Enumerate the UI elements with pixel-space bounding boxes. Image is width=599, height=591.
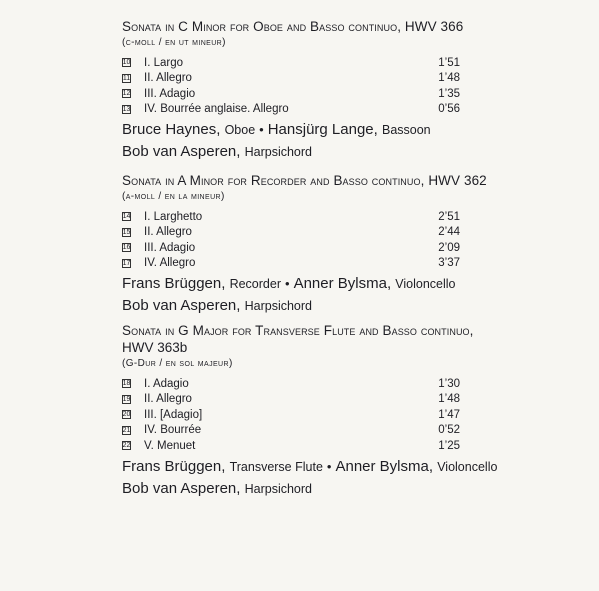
track-number: 14 (122, 213, 131, 221)
performers (122, 456, 584, 500)
track-number: 19 (122, 395, 131, 403)
performer-line: Bruce Haynes, Oboe • Hansjürg Lange, Bassoon (122, 121, 431, 138)
performer-instrument: Harpsichord (244, 145, 312, 159)
performer-line: Frans Brüggen, Recorder • Anner Bylsma, Violoncello (122, 275, 456, 292)
track-duration: 1’48 (438, 72, 460, 85)
performer-name: Anner Bylsma (335, 457, 429, 475)
track-name: II. Allegro (144, 72, 192, 85)
track-duration: 1’47 (438, 408, 460, 421)
track-duration: 1’48 (438, 393, 460, 406)
track-name: I. Adagio (144, 377, 189, 390)
performer-instrument: Transverse Flute (229, 459, 323, 474)
track-row (122, 102, 460, 118)
track-row (122, 407, 460, 423)
track-name: I. Larghetto (144, 210, 203, 223)
track-number: 12 (122, 90, 131, 98)
track-row (122, 240, 460, 256)
track-number: 11 (122, 74, 131, 82)
track-duration: 1’30 (438, 377, 460, 390)
track-row (122, 376, 460, 392)
sonata-section (122, 322, 584, 500)
track-row (122, 423, 460, 439)
track-number: 15 (122, 228, 131, 236)
track-duration: 3’37 (438, 257, 460, 270)
track-row (122, 86, 460, 102)
sonata-section (122, 172, 584, 317)
performer-name: Bob van Asperen (122, 143, 237, 160)
track-name: V. Menuet (144, 439, 196, 452)
track-duration: 2’44 (438, 226, 460, 239)
track-duration: 2’51 (438, 210, 460, 223)
track-duration: 2’09 (438, 241, 460, 254)
performer-name: Bob van Asperen (122, 479, 237, 497)
performer-line: Bob van Asperen, Harpsichord (122, 143, 312, 160)
track-number: 18 (122, 380, 131, 388)
track-name: IV. Bourrée (144, 424, 202, 437)
performer-line: Bob van Asperen, Harpsichord (122, 479, 312, 497)
performer-name: Hansjürg Lange (267, 121, 374, 138)
sonata-title: Sonata in A Minor for Recorder and Basso continuo, HWV 362 (122, 173, 487, 188)
performer-instrument: Violoncello (395, 277, 456, 291)
performer-instrument: Violoncello (437, 459, 498, 474)
track-duration: 0’52 (438, 424, 460, 437)
performer-instrument: Harpsichord (244, 299, 312, 313)
separator-bullet: • (259, 122, 264, 137)
performer-name: Bob van Asperen (122, 297, 237, 314)
track-number: 21 (122, 426, 131, 434)
performer-instrument: Recorder (229, 277, 281, 291)
track-row (122, 225, 460, 241)
separator-bullet: • (326, 458, 332, 474)
performer-name: Frans Brüggen (122, 275, 222, 292)
track-duration: 1’25 (438, 439, 460, 452)
track-name: III. [Adagio] (144, 408, 203, 421)
sonata-subtitle: (c-moll / en ut mineur) (122, 37, 226, 48)
track-number: 22 (122, 442, 131, 450)
track-row (122, 438, 460, 454)
track-duration: 0’56 (438, 103, 460, 116)
track-row (122, 256, 460, 272)
sonata-title: Sonata in C Minor for Oboe and Basso continuo, HWV 366 (122, 19, 464, 34)
track-number: 10 (122, 59, 131, 67)
track-name: II. Allegro (144, 393, 192, 406)
track-row (122, 209, 460, 225)
separator-bullet: • (285, 276, 290, 291)
sonata-catalog-number: HWV 363b (122, 340, 188, 355)
track-name: I. Largo (144, 56, 183, 69)
performer-instrument: Bassoon (381, 123, 431, 137)
track-duration: 1’35 (438, 87, 460, 100)
track-name: IV. Allegro (144, 257, 196, 270)
performers (122, 119, 584, 163)
track-number: 16 (122, 244, 131, 252)
sonata-subtitle: (G-Dur / en sol majeur) (122, 358, 233, 369)
performer-name: Frans Brüggen (122, 457, 222, 475)
track-row (122, 55, 460, 71)
performer-line: Bob van Asperen, Harpsichord (122, 297, 312, 314)
track-number: 17 (122, 259, 131, 267)
performer-instrument: Harpsichord (244, 481, 312, 496)
performer-name: Anner Bylsma (293, 275, 387, 292)
sonata-subtitle: (a-moll / en la mineur) (122, 191, 225, 202)
track-name: IV. Bourrée anglaise. Allegro (144, 103, 289, 116)
track-number: 20 (122, 411, 131, 419)
track-duration: 1’51 (438, 56, 460, 69)
performers (122, 273, 584, 317)
sonata-section (122, 18, 584, 163)
performer-name: Bruce Haynes (122, 121, 217, 138)
track-name: II. Allegro (144, 226, 192, 239)
performer-line: Frans Brüggen, Transverse Flute • Anner Bylsma, Violoncello (122, 457, 498, 475)
track-row (122, 392, 460, 408)
track-number: 13 (122, 105, 131, 113)
track-name: III. Adagio (144, 241, 196, 254)
track-row (122, 71, 460, 87)
sonata-title: Sonata in G Major for Transverse Flute and Basso continuo, (122, 323, 474, 338)
track-name: III. Adagio (144, 87, 196, 100)
performer-instrument: Oboe (224, 123, 256, 137)
